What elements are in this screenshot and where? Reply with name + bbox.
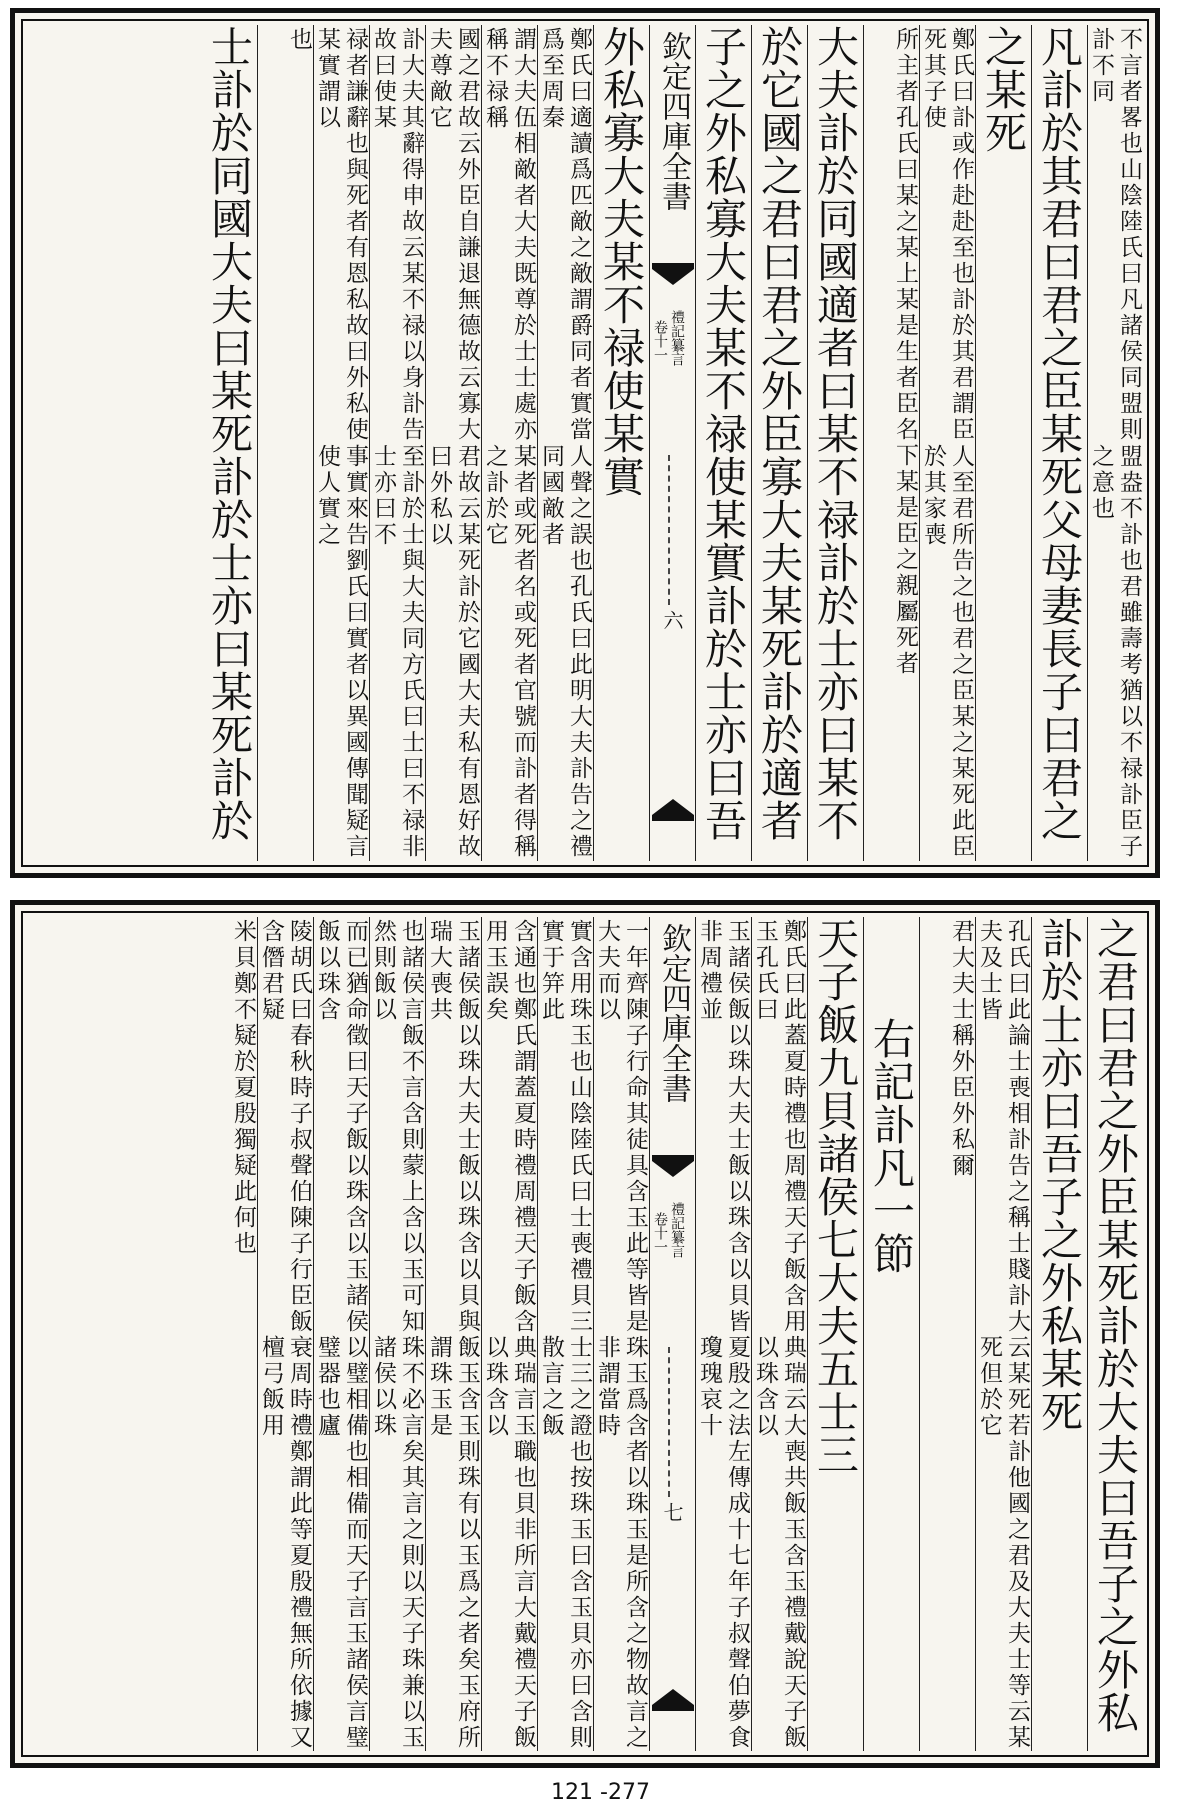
annotation-line: 珠玉爲含者以珠玉是所含之物故言之非謂當時 [594,1335,648,1751]
annotation-line: 而已猶命徵曰天子飯以珠含以玉諸侯飯以珠含 [314,919,368,1335]
annotation-line: 飯玉含玉則珠有以玉爲之者矣玉府所謂珠玉是 [426,1335,480,1751]
text-column-double [369,25,425,861]
annotation-line: 某者或死者名或死者官號而訃者得稱之訃於它 [482,444,536,860]
annotation-line: 夏殷之法左傳成十七年子叔聲伯夢食瓊瑰哀十 [696,1335,750,1751]
text-column-double [751,917,807,1751]
annotation-line: 禄者謙辭也與死者有恩私故曰外私使某實謂以 [314,27,368,443]
lower-page [10,900,1160,1768]
text-column-double [257,25,313,861]
text-column-double [919,917,975,1751]
annotation-line: 君故云某死訃於它國大夫私有恩好故曰外私以 [426,444,480,860]
text-column-double [481,25,537,861]
main-text-line: 凡訃於其君曰君之臣某死父母妻長子曰君之 [1035,25,1084,842]
annotation-line: 衰周時禮鄭謂此等夏殷禮無所依據又檀弓飯用 [258,1335,312,1751]
main-text-line: 之君曰君之外臣某死訃於大夫曰吾子之外私 [1091,917,1140,1734]
center-gutter [649,917,695,1751]
annotation-line: 人至君所告之也君之臣某之某死此臣於其家喪 [920,444,974,860]
upper-text-columns [27,25,1143,861]
annotation-line: 國之君故云外臣自謙退無德故云寡大夫尊敵它 [426,27,480,443]
text-column-double [425,25,481,861]
annotation-line: 玉諸侯飯以珠大夫士飯以珠含以貝與瑞大喪共 [426,919,480,1335]
upper-page [10,8,1160,878]
text-column-main [751,25,807,861]
annotation-line: 鄭氏曰訃或作赴赴至也訃於其君謂臣死其子使 [920,27,974,443]
annotation-line: 典瑞云大喪共飯玉含玉禮戴說天子飯以珠含以 [752,1335,806,1751]
annotation-line: 外臣外私爾 [948,1049,974,1179]
text-column-mixed [975,25,1031,861]
text-column-double [593,917,649,1751]
main-text-line: 於它國之君曰君之外臣寡大夫某死訃於適者 [755,25,804,842]
section-heading: 右記訃凡一節 [867,1017,916,1275]
annotation-line: 云某死若訃他國之君及大夫士等云某死但於它 [976,1335,1030,1751]
annotation-line: 士三之證也按珠玉曰含玉貝亦曰含則散言之飯 [538,1335,592,1751]
gutter-title: 欽定四庫全書 [656,923,691,1103]
annotation-line: 人聲之誤也孔氏曰此明大夫訃告之禮同國敵者 [538,444,592,860]
annotation-line: 不言者畧也山陰陸氏曰凡諸侯同盟則訃不同 [1088,27,1142,443]
text-column-main [1031,25,1087,861]
text-column-double [1087,25,1143,861]
text-column-mixed [807,917,863,1751]
fish-tail-icon-lower [652,1687,694,1711]
text-column-mixed [593,25,649,861]
annotation-line: 也 [286,27,312,53]
annotation-line: 盟盎不訃也君雖壽考猶以不禄訃臣子之意也 [1088,444,1142,860]
annotation-line: 君大夫士稱 [948,919,974,1049]
text-column-main [1031,917,1087,1751]
text-column-main [201,25,257,861]
annotation-line: 米貝鄭不疑於夏 [230,919,256,1101]
gutter-divider [668,455,670,605]
fish-tail-icon-lower [652,797,694,821]
annotation-line: 鄭氏曰適讀爲匹敵之敵謂爵同者實當爲至周秦 [538,27,592,443]
annotation-line: 事實來告劉氏曰實者以異國傳聞疑言使人實之 [314,444,368,860]
annotation-line: 含通也鄭氏謂蓋夏時禮周禮天子飯含用玉誤矣 [482,919,536,1335]
fish-tail-icon [652,263,694,287]
annotation-line: 謂大夫伍相敵者大夫既尊於士士處亦稱不禄稱 [482,27,536,443]
text-column-double [919,25,975,861]
text-column-double [313,917,369,1751]
main-text-line: 之某死 [979,25,1028,154]
fish-tail-icon [652,1155,694,1179]
text-column-double [369,917,425,1751]
annotation-line: 所主者孔氏曰某之某上某是生 [892,27,918,365]
gutter-divider [668,1347,670,1497]
section-heading-column [863,917,919,1751]
annotation-line: 至訃於士與大夫同方氏曰士曰不禄非士亦曰不 [370,444,424,860]
annotation-line: 珠不必言矣其言之則以天子珠兼以玉諸侯以珠 [370,1335,424,1751]
gutter-volume: 卷十一 [652,1212,668,1254]
text-column-double [313,25,369,861]
page-footer-number: 121 -277 [551,1780,650,1805]
annotation-line: 者臣名下某是臣之親屬死者 [892,365,918,677]
gutter-volume: 卷十一 [652,320,668,362]
text-column-double [257,917,313,1751]
text-column-double [201,917,257,1751]
text-column-double [537,25,593,861]
text-column-main [807,25,863,861]
main-text-line: 外私寡大夫某不禄使某實 [597,25,646,498]
annotation-line: 殷獨疑此何也 [230,1101,256,1257]
main-text-line: 子之外私寡大夫某不禄使某實訃於士亦曰吾 [699,25,748,842]
gutter-book-title: 禮記纂言 [669,1202,685,1258]
gutter-title: 欽定四庫全書 [656,31,691,211]
main-text-line: 大夫訃於同國適者曰某不禄訃於士亦曰某不 [811,25,860,842]
text-column-double [481,917,537,1751]
annotation-line: 孔氏曰此論士喪相訃告之稱士賤訃大夫及士皆 [976,919,1030,1335]
annotation-line: 以璧相備也相備而天子言玉諸侯言璧璧器也廬 [314,1335,368,1751]
gutter-page-number: 七 [660,1502,684,1522]
annotation-line: 典瑞言玉職也貝非所言大戴禮天子飯以珠含以 [482,1335,536,1751]
lower-text-columns [27,917,1143,1751]
annotation-line: 訃大夫其辭得申故云某不禄以身訃告故曰使某 [370,27,424,443]
main-text-line: 訃於士亦曰吾子之外私某死 [1035,917,1084,1433]
annotation-line: 實含用珠玉也山陰陸氏曰士喪禮貝三實于笄此 [538,919,592,1335]
gutter-page-number: 六 [660,610,684,630]
text-column-double [863,25,919,861]
gutter-book-title: 禮記纂言 [669,310,685,366]
annotation-line: 一年齊陳子行命其徒具含玉此等皆是大夫而以 [594,919,648,1335]
annotation-line: 玉諸侯飯以珠大夫士飯以珠含以貝皆非周禮並 [696,919,750,1335]
main-text-line: 士訃於同國大夫曰某死訃於士亦曰某死訃於 [205,25,254,842]
center-gutter [649,25,695,861]
annotation-line: 也諸侯言飯不言含則蒙上含以玉可知然則飯以 [370,919,424,1335]
text-column-main [1087,917,1143,1751]
text-column-main [695,25,751,861]
main-text-line: 天子飯九貝諸侯七大夫五士三 [811,917,860,1476]
annotation-line: 鄭氏曰此蓋夏時禮也周禮天子飯含用玉孔氏曰 [752,919,806,1335]
text-column-double [975,917,1031,1751]
text-column-double [425,917,481,1751]
text-column-double [537,917,593,1751]
text-column-double [695,917,751,1751]
annotation-line: 陵胡氏曰春秋時子叔聲伯陳子行臣飯含僭君疑 [258,919,312,1335]
